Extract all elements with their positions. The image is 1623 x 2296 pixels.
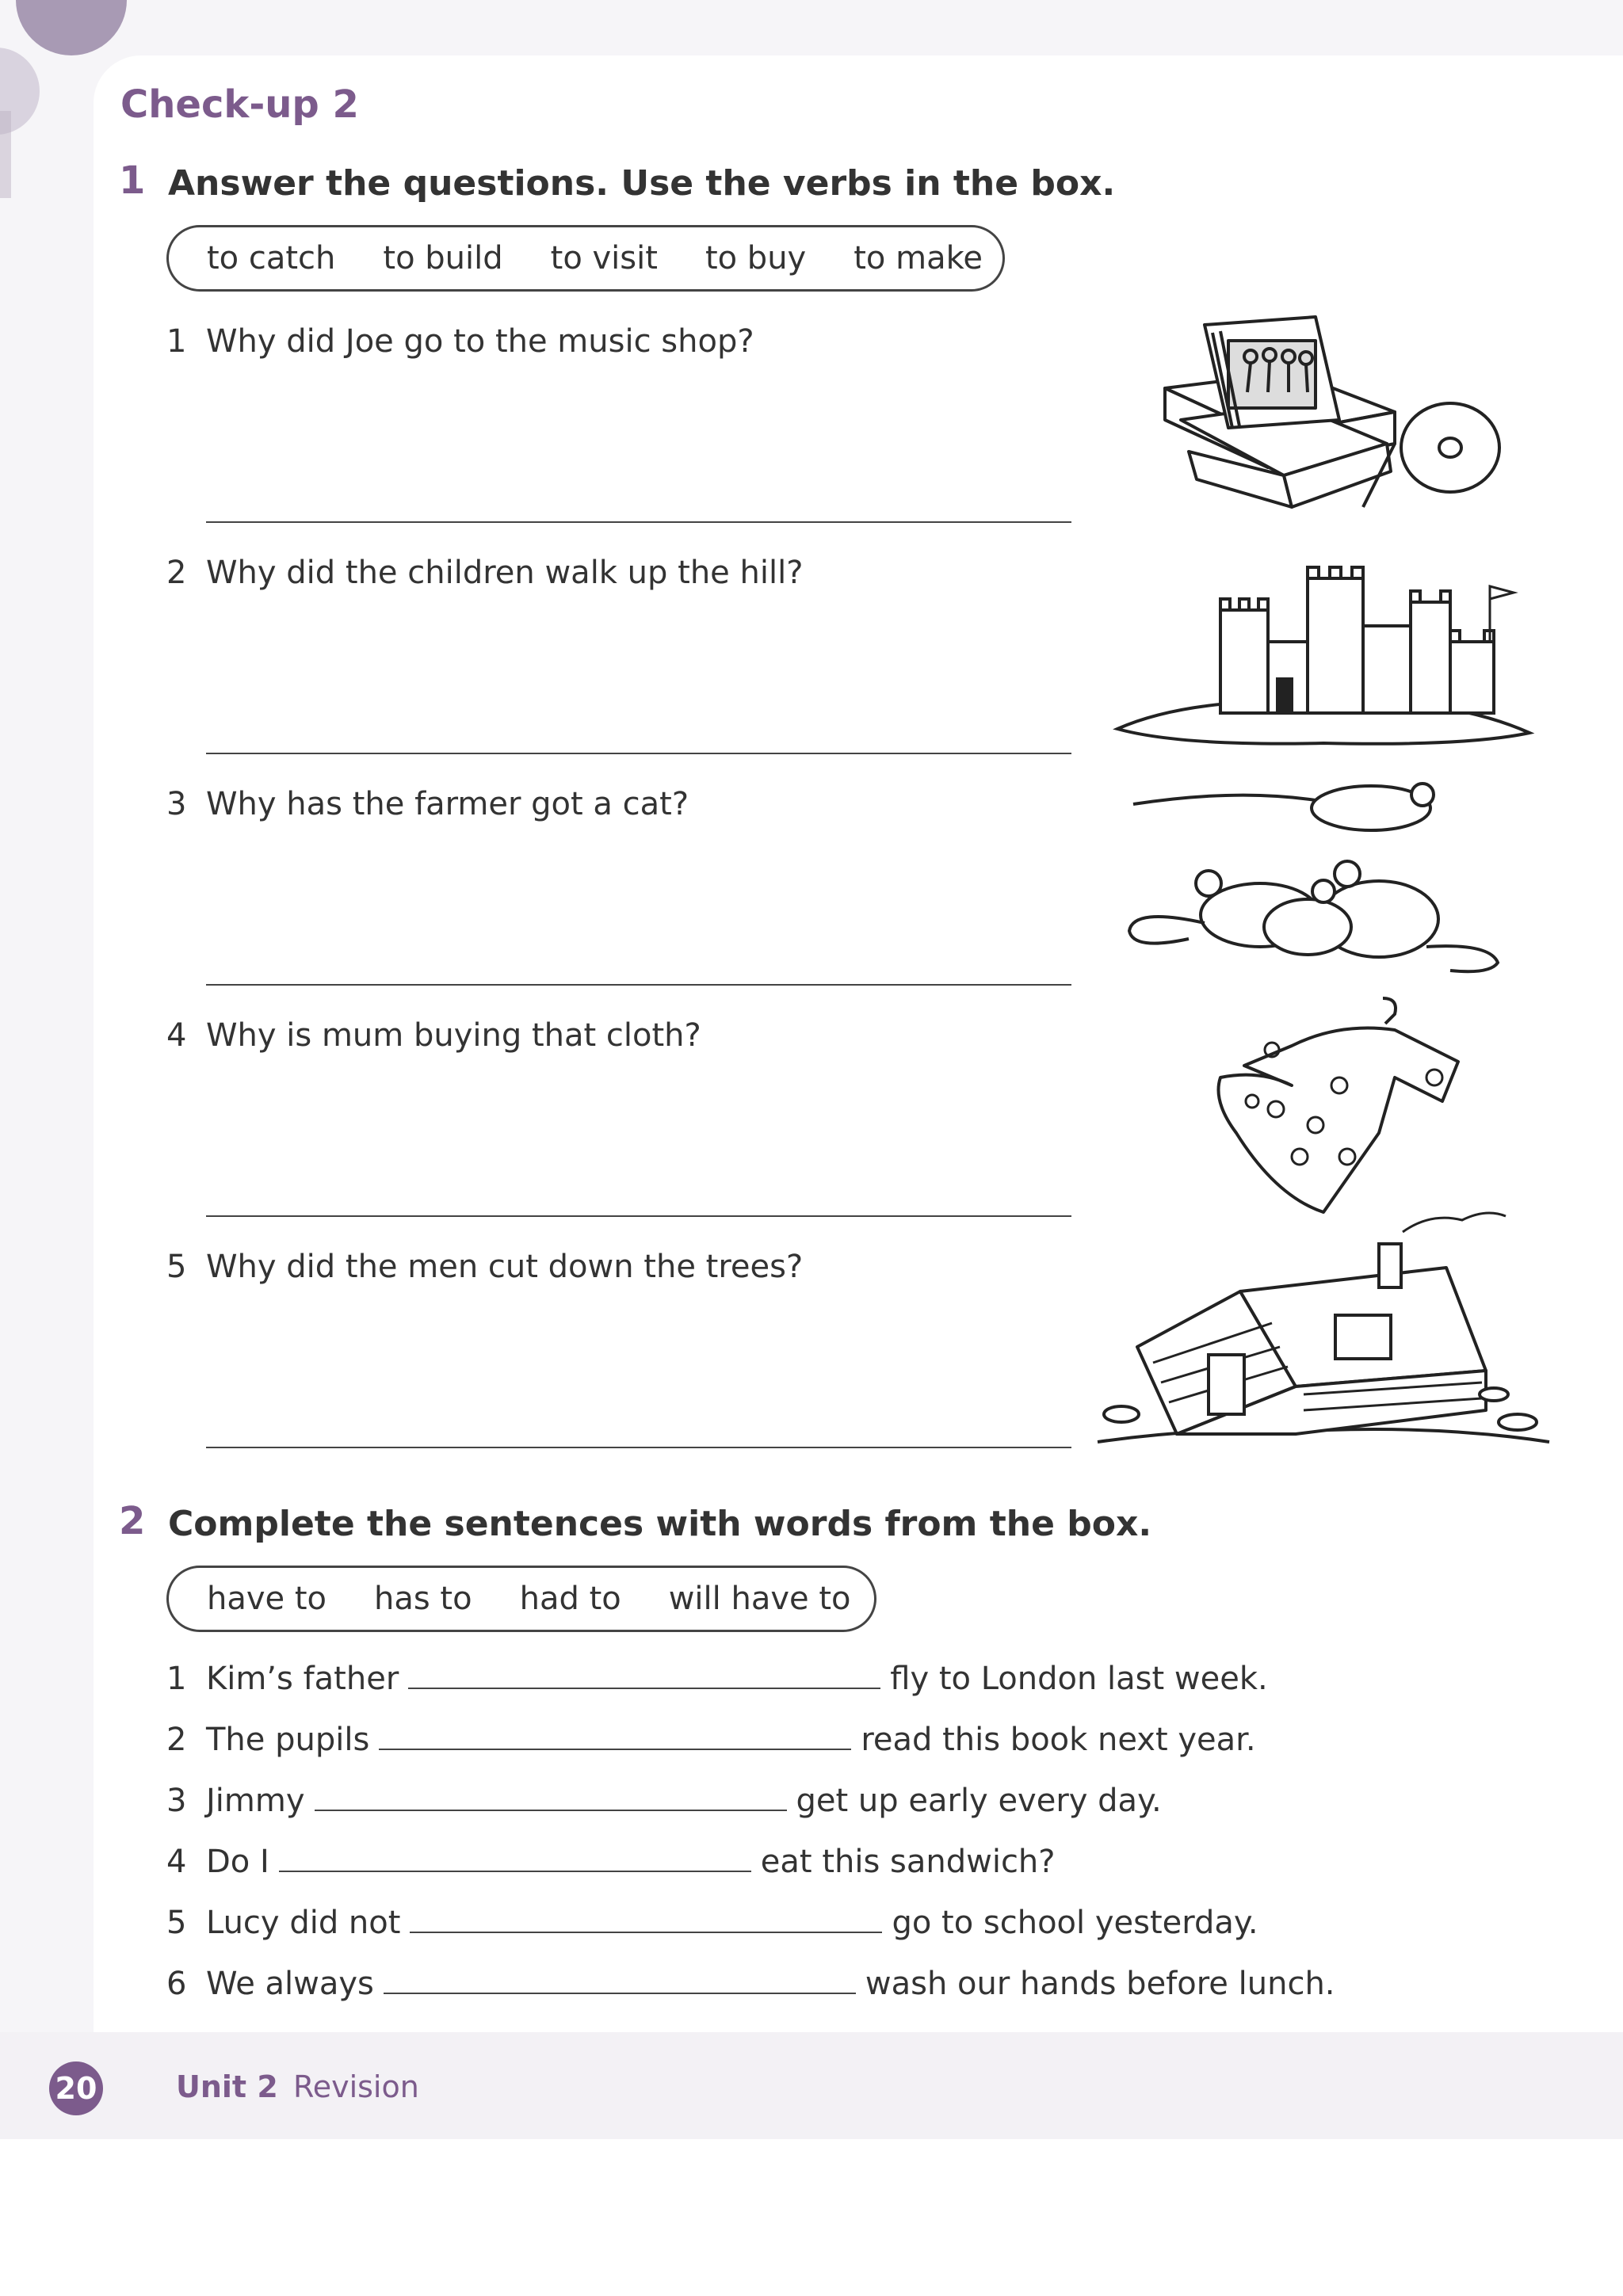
decorative-circle — [16, 0, 127, 55]
fill-in-blank[interactable] — [279, 1871, 751, 1872]
word-box-item: to visit — [550, 240, 658, 277]
sentence-5: 5 Lucy did not go to school yesterday. — [166, 1905, 1258, 1941]
word-box-item: have to — [207, 1581, 327, 1617]
exercise-1-number: 1 — [119, 158, 146, 203]
answer-line-3[interactable] — [206, 984, 1071, 986]
music-cds-icon — [1157, 309, 1506, 515]
word-box-item: to catch — [207, 240, 336, 277]
footer-section: Revision — [293, 2069, 419, 2104]
exercise-1-instruction: Answer the questions. Use the verbs in the box. — [168, 163, 1116, 204]
decorative-strip — [0, 111, 11, 198]
sentence-3: 3 Jimmy get up early every day. — [166, 1783, 1162, 1819]
fill-in-blank[interactable] — [379, 1749, 851, 1750]
question-4: 4 Why is mum buying that cloth? — [166, 1017, 701, 1054]
page-title: Check-up 2 — [120, 82, 359, 127]
sentence-4: 4 Do I eat this sandwich? — [166, 1844, 1056, 1880]
exercise-2-word-box — [166, 1566, 876, 1632]
word-box-item: to make — [854, 240, 983, 277]
question-5: 5 Why did the men cut down the trees? — [166, 1249, 804, 1285]
exercise-2-instruction: Complete the sentences with words from the box. — [168, 1504, 1152, 1544]
word-box-item: had to — [519, 1581, 621, 1617]
log-cabin-icon — [1090, 1204, 1557, 1458]
sentence-1: 1 Kim’s father fly to London last week. — [166, 1661, 1268, 1697]
fill-in-blank[interactable] — [315, 1810, 787, 1811]
castle-icon — [1109, 539, 1537, 753]
question-1: 1 Why did Joe go to the music shop? — [166, 323, 754, 360]
exercise-2-number: 2 — [119, 1499, 146, 1543]
word-box-item: has to — [374, 1581, 472, 1617]
page-number-badge: 20 — [49, 2061, 103, 2115]
exercise-1-word-box — [166, 225, 1005, 292]
dress-icon — [1197, 990, 1466, 1220]
answer-line-5[interactable] — [206, 1447, 1071, 1448]
question-3: 3 Why has the farmer got a cat? — [166, 786, 689, 822]
word-box-item: to build — [383, 240, 503, 277]
answer-line-4[interactable] — [206, 1215, 1071, 1217]
mice-icon — [1117, 772, 1506, 986]
fill-in-blank[interactable] — [410, 1932, 882, 1933]
sentence-2: 2 The pupils read this book next year. — [166, 1722, 1256, 1758]
sentence-6: 6 We always wash our hands before lunch. — [166, 1966, 1335, 2002]
answer-line-1[interactable] — [206, 521, 1071, 523]
footer-unit: Unit 2 — [176, 2069, 278, 2104]
fill-in-blank[interactable] — [408, 1688, 880, 1689]
word-box-item: will have to — [668, 1581, 851, 1617]
word-box-item: to buy — [705, 240, 807, 277]
answer-line-2[interactable] — [206, 753, 1071, 754]
fill-in-blank[interactable] — [384, 1993, 856, 1994]
question-2: 2 Why did the children walk up the hill? — [166, 555, 804, 591]
